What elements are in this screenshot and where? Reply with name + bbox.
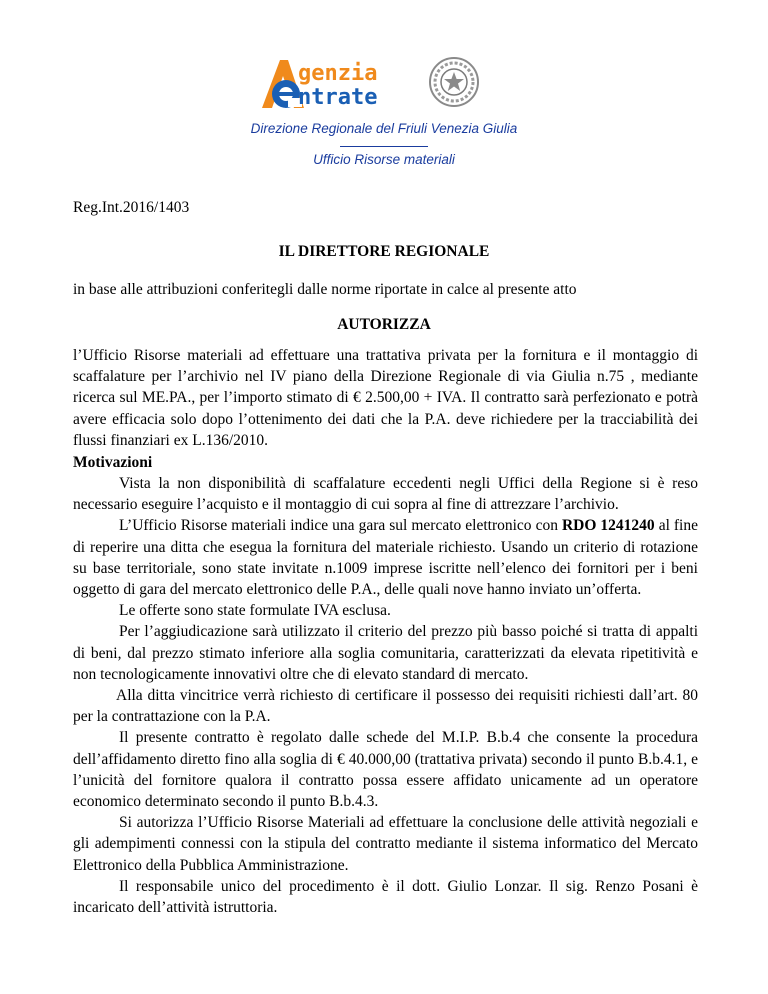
motivazioni-p6: Il presente contratto è regolato dalle schede del M.I.P. B.b.4 che consente la procedura dell’affidamento diretto fino alla soglia di € 40.000,00 (trattativa privata) secondo il punto B.b.4.1, e l’unicità del fornitore qualora il contratto possa essere affidato unicamente ad un operatore economico determinato secondo il punto B.b.4.3. xyxy=(73,729,698,811)
motivazioni-heading: Motivazioni xyxy=(73,454,153,471)
motivazioni-p2 xyxy=(73,515,698,600)
motivazioni-p3: Le offerte sono state formulate IVA esclusa. xyxy=(119,602,391,620)
logo-line2: ntrate xyxy=(298,85,378,110)
italian-republic-emblem-icon xyxy=(430,58,478,106)
rdo-number: RDO 1241240 xyxy=(561,517,655,535)
reg-number: Reg.Int.2016/1403 xyxy=(73,199,190,216)
motivazioni-body xyxy=(73,473,698,918)
authorize-paragraph xyxy=(73,345,698,451)
document-title: IL DIRETTORE REGIONALE xyxy=(278,243,490,260)
authorize-heading: AUTORIZZA xyxy=(337,316,431,333)
header-office: Ufficio Risorse materiali xyxy=(313,152,455,167)
authorize-text: l’Ufficio Risorse materiali ad effettuare una trattativa privata per la fornitura e il montaggio di scaffalature per l’archivio nel IV piano della Direzione Regionale di via Giulia n.75 , mediante ricerca sul ME.PA., per l’importo stimato di € 2.500,00 + IVA. Il contratto sarà perfezionato e potrà avere efficacia solo dopo l’ottenimento dei dati che la P.A. deve richiedere per la tracciabilità dei flussi finanziari ex L.136/2010. xyxy=(73,347,698,449)
agenzia-entrate-logo xyxy=(258,54,518,114)
motivazioni-p2-rest: al fine di reperire una ditta che esegua la fornitura del materiale richiesto. Usando un criterio di rotazione su base territoriale, sono state invitate n.1009 imprese iscritte nell’elenco dei fornitori per i beni oggetto di gara del mercato elettronico delle P.A., delle quali nove hanno inviato un’offerta. xyxy=(73,517,698,599)
motivazioni-p4: Per l’aggiudicazione sarà utilizzato il criterio del prezzo più basso poiché si tratta di appalti di beni, dal prezzo stimato inferiore alla soglia comunitaria, caratterizzati da elevata ripetitività e non tecnologicamente innovativi oltre che di elevato standard di mercato. xyxy=(73,623,698,683)
header-directorate: Direzione Regionale del Friuli Venezia Giulia xyxy=(250,121,518,136)
intro-text: in base alle attribuzioni conferitegli dalle norme riportate in calce al presente atto xyxy=(73,281,577,298)
motivazioni-p5: Alla ditta vincitrice verrà richiesto di certificare il possesso dei requisiti richiesti dall’art. 80 per la contrattazione con la P.A. xyxy=(73,687,698,726)
header-divider xyxy=(340,146,428,147)
logo-line1: genzia xyxy=(298,61,378,86)
motivazioni-p1: Vista la non disponibilità di scaffalature eccedenti negli Uffici della Regione si è reso necessario eseguire l’acquisto e il montaggio di cui sopra al fine di attrezzare l’archivio. xyxy=(73,475,698,514)
motivazioni-p2-text: L’Ufficio Risorse materiali indice una gara sul mercato elettronico con xyxy=(119,517,562,535)
motivazioni-p7: Si autorizza l’Ufficio Risorse Materiali ad effettuare la conclusione delle attività negoziali e gli adempimenti connessi con la stipula del contratto mediante il sistema informatico del Mercato Elettronico della Pubblica Amministrazione. xyxy=(73,814,698,874)
motivazioni-p8: Il responsabile unico del procedimento è il dott. Giulio Lonzar. Il sig. Renzo Posani è incaricato dell’attività istruttoria. xyxy=(73,877,698,917)
